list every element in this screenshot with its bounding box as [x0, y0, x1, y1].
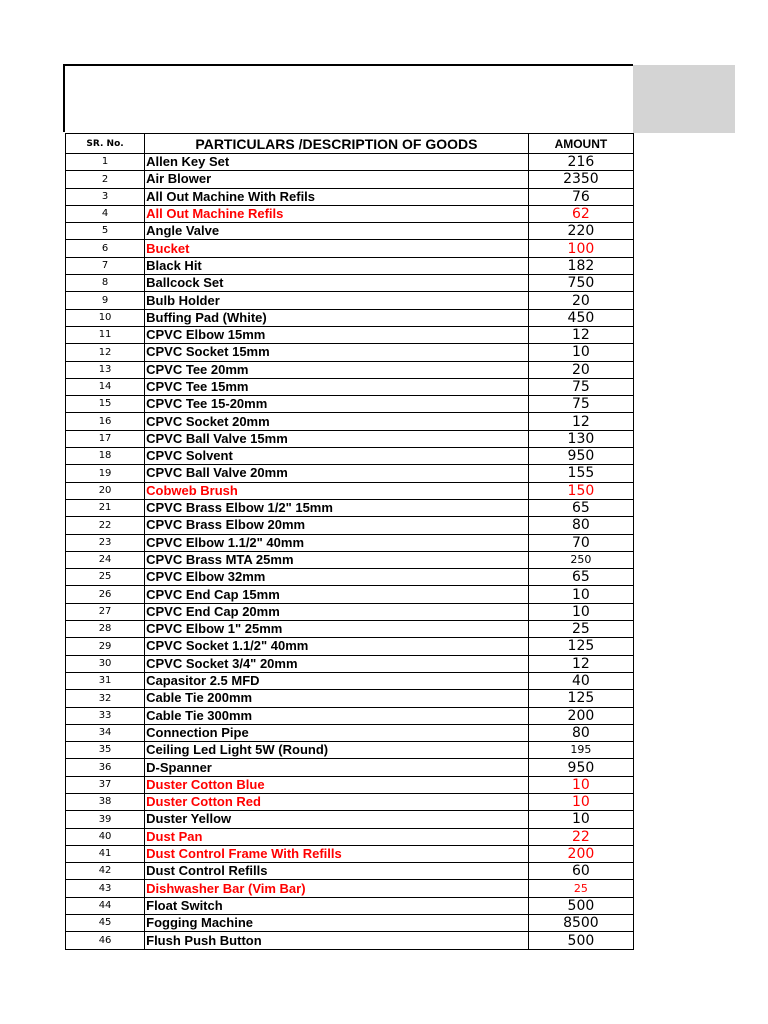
table-row	[66, 465, 634, 482]
table-row	[66, 828, 634, 845]
table-row	[66, 378, 634, 395]
table-row	[66, 396, 634, 413]
description-cell: Capasitor 2.5 MFD	[145, 672, 529, 689]
sr-no-cell: 36	[66, 759, 145, 776]
description-cell: CPVC Socket 3/4" 20mm	[145, 655, 529, 672]
table-row	[66, 586, 634, 603]
description-cell: Duster Cotton Red	[145, 793, 529, 810]
description-cell: Bulb Holder	[145, 292, 529, 309]
sr-no-cell: 29	[66, 638, 145, 655]
title-block	[63, 64, 633, 132]
sr-no-cell: 34	[66, 724, 145, 741]
sr-no-cell: 2	[66, 171, 145, 188]
amount-cell: 500	[528, 897, 633, 914]
amount-cell: 22	[528, 828, 633, 845]
table-row	[66, 292, 634, 309]
sr-no-cell: 10	[66, 309, 145, 326]
amount-cell: 125	[528, 690, 633, 707]
amount-cell: 65	[528, 499, 633, 516]
sr-no-cell: 4	[66, 205, 145, 222]
sr-no-cell: 27	[66, 603, 145, 620]
amount-cell: 12	[528, 413, 633, 430]
description-cell: CPVC Brass Elbow 1/2" 15mm	[145, 499, 529, 516]
sr-no-cell: 43	[66, 880, 145, 897]
amount-cell: 750	[528, 275, 633, 292]
sr-no-cell: 7	[66, 257, 145, 274]
amount-cell: 200	[528, 707, 633, 724]
amount-cell: 10	[528, 793, 633, 810]
table-row	[66, 932, 634, 949]
amount-cell: 40	[528, 672, 633, 689]
table-row	[66, 344, 634, 361]
description-cell: CPVC Brass Elbow 20mm	[145, 517, 529, 534]
description-cell: CPVC Elbow 1" 25mm	[145, 621, 529, 638]
sr-no-cell: 3	[66, 188, 145, 205]
table-row	[66, 240, 634, 257]
amount-cell: 10	[528, 776, 633, 793]
description-cell: CPVC Socket 20mm	[145, 413, 529, 430]
table-row	[66, 655, 634, 672]
table-row	[66, 551, 634, 568]
description-header: PARTICULARS /DESCRIPTION OF GOODS	[145, 134, 529, 154]
sr-no-cell: 41	[66, 845, 145, 862]
table-row	[66, 707, 634, 724]
sr-no-cell: 33	[66, 707, 145, 724]
sr-no-cell: 8	[66, 275, 145, 292]
amount-cell: 200	[528, 845, 633, 862]
description-cell: CPVC End Cap 20mm	[145, 603, 529, 620]
table-row	[66, 897, 634, 914]
amount-cell: 12	[528, 326, 633, 343]
sr-no-cell: 37	[66, 776, 145, 793]
header-shaded-cell	[633, 65, 735, 133]
sr-no-cell: 32	[66, 690, 145, 707]
table-row	[66, 811, 634, 828]
table-row	[66, 690, 634, 707]
amount-cell: 10	[528, 586, 633, 603]
sr-no-cell: 12	[66, 344, 145, 361]
sr-no-cell: 14	[66, 378, 145, 395]
table-row	[66, 845, 634, 862]
sr-no-cell: 39	[66, 811, 145, 828]
sr-no-cell: 38	[66, 793, 145, 810]
description-cell: Black Hit	[145, 257, 529, 274]
table-row	[66, 724, 634, 741]
description-cell: Ceiling Led Light 5W (Round)	[145, 742, 529, 759]
table-row	[66, 205, 634, 222]
sr-no-cell: 16	[66, 413, 145, 430]
table-row	[66, 188, 634, 205]
description-cell: Allen Key Set	[145, 154, 529, 171]
sr-no-cell: 13	[66, 361, 145, 378]
amount-cell: 20	[528, 361, 633, 378]
table-row	[66, 309, 634, 326]
amount-cell: 76	[528, 188, 633, 205]
table-row	[66, 482, 634, 499]
sr-no-cell: 18	[66, 448, 145, 465]
description-cell: Dishwasher Bar (Vim Bar)	[145, 880, 529, 897]
amount-cell: 250	[528, 551, 633, 568]
sr-no-cell: 26	[66, 586, 145, 603]
description-cell: Duster Cotton Blue	[145, 776, 529, 793]
table-row	[66, 863, 634, 880]
description-cell: Air Blower	[145, 171, 529, 188]
amount-cell: 25	[528, 880, 633, 897]
table-row	[66, 517, 634, 534]
amount-cell: 25	[528, 621, 633, 638]
sr-no-cell: 28	[66, 621, 145, 638]
table-row	[66, 759, 634, 776]
sr-no-cell: 9	[66, 292, 145, 309]
description-cell: Cobweb Brush	[145, 482, 529, 499]
sr-no-cell: 15	[66, 396, 145, 413]
description-cell: Flush Push Button	[145, 932, 529, 949]
description-cell: Bucket	[145, 240, 529, 257]
description-cell: Cable Tie 300mm	[145, 707, 529, 724]
amount-cell: 10	[528, 344, 633, 361]
description-cell: Connection Pipe	[145, 724, 529, 741]
description-cell: D-Spanner	[145, 759, 529, 776]
description-cell: Duster Yellow	[145, 811, 529, 828]
description-cell: Float Switch	[145, 897, 529, 914]
table-row	[66, 915, 634, 932]
table-row	[66, 257, 634, 274]
amount-cell: 70	[528, 534, 633, 551]
sr-no-cell: 31	[66, 672, 145, 689]
amount-cell: 60	[528, 863, 633, 880]
description-cell: CPVC Elbow 1.1/2" 40mm	[145, 534, 529, 551]
description-cell: CPVC Tee 15-20mm	[145, 396, 529, 413]
sr-no-cell: 1	[66, 154, 145, 171]
amount-cell: 150	[528, 482, 633, 499]
amount-cell: 75	[528, 378, 633, 395]
amount-cell: 12	[528, 655, 633, 672]
description-cell: All Out Machine With Refils	[145, 188, 529, 205]
table-row	[66, 793, 634, 810]
sr-no-cell: 11	[66, 326, 145, 343]
description-cell: CPVC Brass MTA 25mm	[145, 551, 529, 568]
amount-cell: 100	[528, 240, 633, 257]
amount-cell: 500	[528, 932, 633, 949]
table-row	[66, 569, 634, 586]
table-row	[66, 413, 634, 430]
description-cell: CPVC Socket 15mm	[145, 344, 529, 361]
table-row	[66, 603, 634, 620]
sr-no-cell: 22	[66, 517, 145, 534]
table-row	[66, 154, 634, 171]
sr-no-cell: 40	[66, 828, 145, 845]
sr-no-cell: 35	[66, 742, 145, 759]
sr-no-header: SR. No.	[66, 134, 145, 154]
amount-cell: 20	[528, 292, 633, 309]
amount-cell: 216	[528, 154, 633, 171]
description-cell: Dust Control Frame With Refills	[145, 845, 529, 862]
table-row	[66, 326, 634, 343]
table-row	[66, 430, 634, 447]
table-row	[66, 275, 634, 292]
description-cell: Angle Valve	[145, 223, 529, 240]
amount-cell: 75	[528, 396, 633, 413]
amount-cell: 8500	[528, 915, 633, 932]
amount-cell: 10	[528, 811, 633, 828]
sr-no-cell: 21	[66, 499, 145, 516]
description-cell: CPVC Tee 15mm	[145, 378, 529, 395]
table-row	[66, 361, 634, 378]
amount-cell: 950	[528, 759, 633, 776]
table-row	[66, 742, 634, 759]
sr-no-cell: 6	[66, 240, 145, 257]
table-row	[66, 534, 634, 551]
sr-no-cell: 19	[66, 465, 145, 482]
sr-no-cell: 46	[66, 932, 145, 949]
amount-cell: 155	[528, 465, 633, 482]
amount-cell: 130	[528, 430, 633, 447]
sr-no-cell: 45	[66, 915, 145, 932]
table-row	[66, 223, 634, 240]
table-row	[66, 621, 634, 638]
amount-cell: 2350	[528, 171, 633, 188]
sr-no-cell: 42	[66, 863, 145, 880]
description-cell: All Out Machine Refils	[145, 205, 529, 222]
amount-cell: 182	[528, 257, 633, 274]
description-cell: Ballcock Set	[145, 275, 529, 292]
amount-cell: 125	[528, 638, 633, 655]
table-row	[66, 638, 634, 655]
description-cell: Dust Pan	[145, 828, 529, 845]
sr-no-cell: 17	[66, 430, 145, 447]
description-cell: CPVC Tee 20mm	[145, 361, 529, 378]
sr-no-cell: 25	[66, 569, 145, 586]
sr-no-cell: 24	[66, 551, 145, 568]
description-cell: CPVC Elbow 32mm	[145, 569, 529, 586]
amount-cell: 450	[528, 309, 633, 326]
sr-no-cell: 20	[66, 482, 145, 499]
amount-cell: 65	[528, 569, 633, 586]
amount-cell: 80	[528, 517, 633, 534]
sr-no-cell: 5	[66, 223, 145, 240]
table-row	[66, 672, 634, 689]
amount-header: AMOUNT	[528, 134, 633, 154]
amount-cell: 10	[528, 603, 633, 620]
sr-no-cell: 44	[66, 897, 145, 914]
table-row	[66, 880, 634, 897]
sr-no-cell: 30	[66, 655, 145, 672]
amount-cell: 220	[528, 223, 633, 240]
table-row	[66, 171, 634, 188]
description-cell: CPVC Socket 1.1/2" 40mm	[145, 638, 529, 655]
goods-table	[65, 133, 634, 950]
table-row	[66, 499, 634, 516]
description-cell: Fogging Machine	[145, 915, 529, 932]
description-cell: Cable Tie 200mm	[145, 690, 529, 707]
description-cell: Buffing Pad (White)	[145, 309, 529, 326]
sr-no-cell: 23	[66, 534, 145, 551]
description-cell: CPVC Solvent	[145, 448, 529, 465]
description-cell: CPVC Ball Valve 15mm	[145, 430, 529, 447]
description-cell: CPVC Elbow 15mm	[145, 326, 529, 343]
description-cell: CPVC End Cap 15mm	[145, 586, 529, 603]
amount-cell: 195	[528, 742, 633, 759]
description-cell: Dust Control Refills	[145, 863, 529, 880]
table-row	[66, 776, 634, 793]
table-row	[66, 448, 634, 465]
description-cell: CPVC Ball Valve 20mm	[145, 465, 529, 482]
amount-cell: 62	[528, 205, 633, 222]
amount-cell: 950	[528, 448, 633, 465]
table-header-row	[66, 134, 634, 154]
amount-cell: 80	[528, 724, 633, 741]
